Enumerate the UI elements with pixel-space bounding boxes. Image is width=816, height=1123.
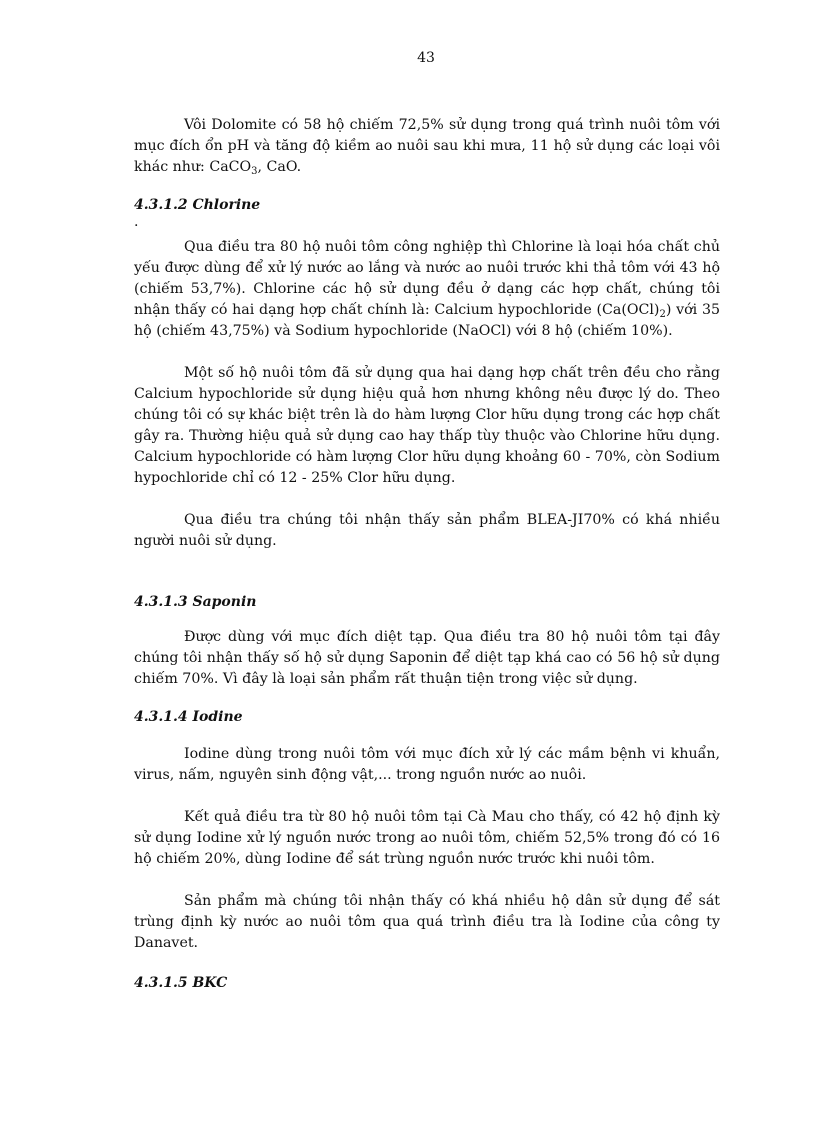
- page-number: 43: [417, 50, 435, 66]
- stray-dot: .: [134, 214, 139, 230]
- section-heading-chlorine: 4.3.1.2 Chlorine: [134, 197, 261, 213]
- paragraph-dolomite-text: Vôi Dolomite có 58 hộ chiếm 72,5% sử dụng trong quá trình nuôi tôm với mục đích ổn pH và tăng độ kiềm ao nuôi sau khi mưa, 11 hộ sử dụng các loại vôi khác như: CaCO: [134, 117, 720, 175]
- paragraph-chlorine-efficiency: Một số hộ nuôi tôm đã sử dụng qua hai dạng hợp chất trên đều cho rằng Calcium hypochloride sử dụng hiệu quả hơn nhưng không nêu được lý do. Theo chúng tôi có sự khác biệt trên là do hàm lượng Clor hữu dụng trong các hợp chất gây ra. Thường hiệu quả sử dụng cao hay thấp tùy thuộc vào Chlorine hữu dụng. Calcium hypochloride có hàm lượng Clor hữu dụng khoảng 60 - 70%, còn Sodium hypochloride chỉ có 12 - 25% Clor hữu dụng.: [134, 365, 720, 486]
- paragraph-iodine-product: Sản phẩm mà chúng tôi nhận thấy có khá nhiều hộ dân sử dụng để sát trùng định kỳ nước ao nuôi tôm qua quá trình điều tra là Iodine của công ty Danavet.: [134, 893, 720, 951]
- section-heading-iodine: 4.3.1.4 Iodine: [134, 709, 243, 725]
- paragraph-dolomite: [134, 115, 720, 178]
- paragraph-dolomite-end: , CaO.: [257, 159, 302, 175]
- paragraph-chlorine-text: Qua điều tra 80 hộ nuôi tôm công nghiệp thì Chlorine là loại hóa chất chủ yếu được dùng để xử lý nước ao lắng và nước ao nuôi trước khi thả tôm với 43 hộ (chiếm 53,7%). Chlorine các hộ sử dụng đều ở dạng các hợp chất, chúng tôi nhận thấy có hai dạng hợp chất chính là: Calcium hypochloride (Ca(OCl): [134, 239, 720, 318]
- subscript: 2: [659, 309, 666, 320]
- paragraph-chlorine-survey: [134, 237, 720, 342]
- paragraph-iodine-survey: Kết quả điều tra từ 80 hộ nuôi tôm tại Cà Mau cho thấy, có 42 hộ định kỳ sử dụng Iodine xử lý nguồn nước trong ao nuôi tôm, chiếm 52,5% trong đó có 16 hộ chiếm 20%, dùng Iodine để sát trùng nguồn nước trước khi nuôi tôm.: [134, 809, 720, 867]
- paragraph-chlorine-end: ) với 35 hộ (chiếm 43,75%) và Sodium hypochloride (NaOCl) với 8 hộ (chiếm 10%).: [134, 302, 721, 339]
- subscript: 3: [251, 166, 258, 177]
- document-body: [134, 115, 720, 991]
- section-heading-bkc: 4.3.1.5 BKC: [134, 975, 228, 991]
- section-heading-saponin: 4.3.1.3 Saponin: [134, 594, 257, 610]
- paragraph-bleaji-product: Qua điều tra chúng tôi nhận thấy sản phẩm BLEA-JI70% có khá nhiều người nuôi sử dụng.: [134, 512, 720, 549]
- paragraph-iodine-purpose: Iodine dùng trong nuôi tôm với mục đích xử lý các mầm bệnh vi khuẩn, virus, nấm, nguyên sinh động vật,... trong nguồn nước ao nuôi.: [134, 746, 720, 783]
- paragraph-saponin: Được dùng với mục đích diệt tạp. Qua điều tra 80 hộ nuôi tôm tại đây chúng tôi nhận thấy số hộ sử dụng Saponin để diệt tạp khá cao có 56 hộ sử dụng chiếm 70%. Vì đây là loại sản phẩm rất thuận tiện trong việc sử dụng.: [134, 629, 720, 687]
